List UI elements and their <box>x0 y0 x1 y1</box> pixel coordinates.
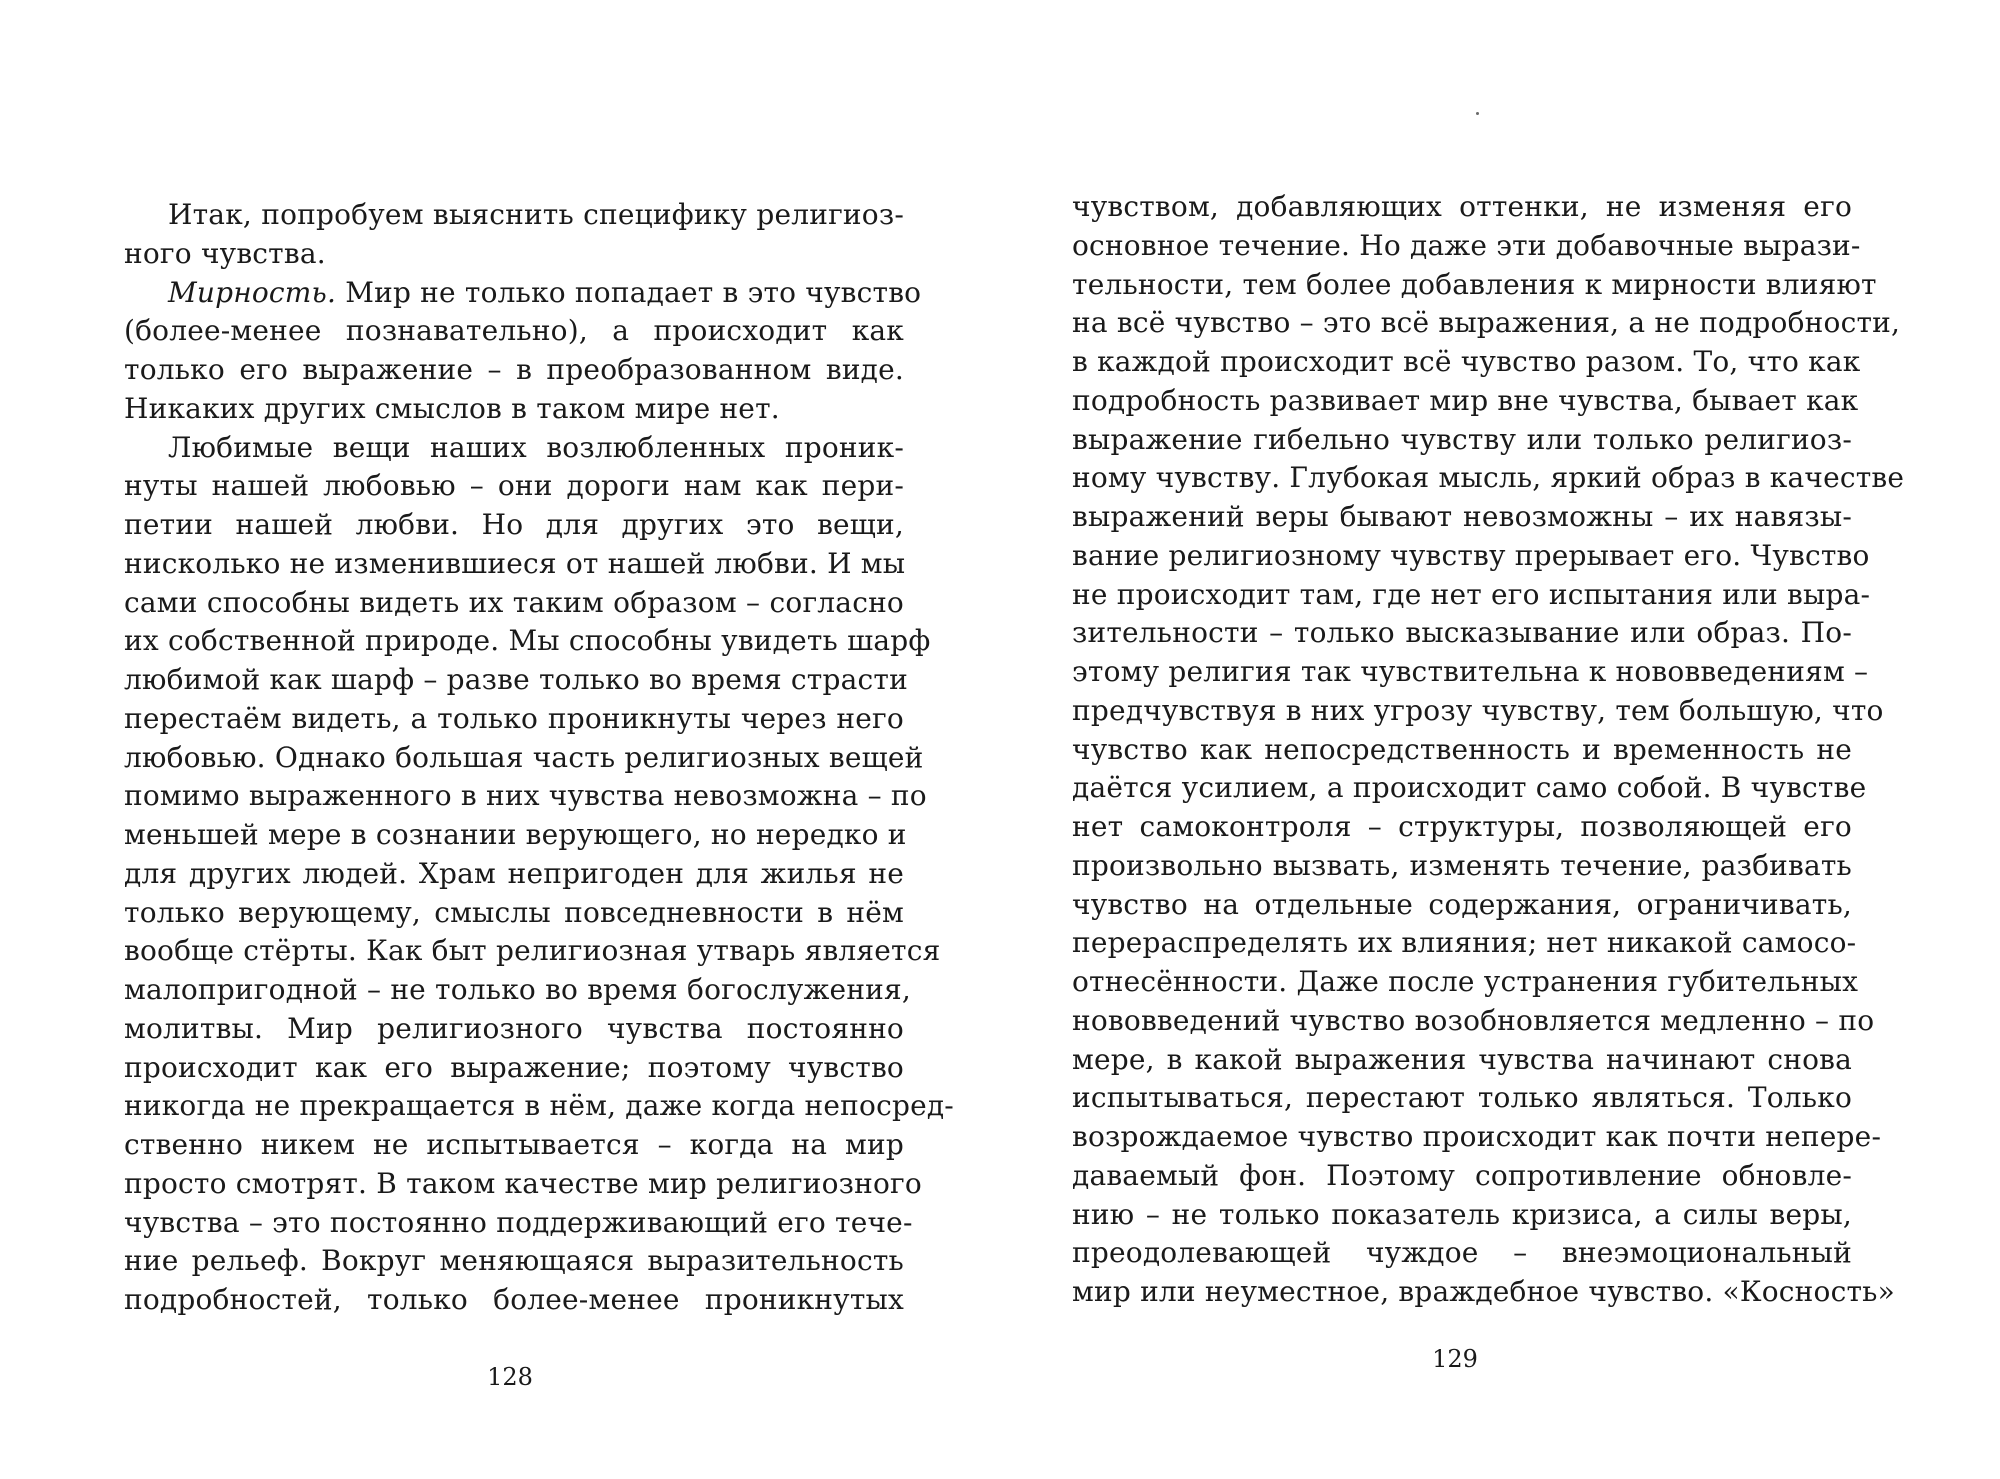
text-line: (более-менее познавательно), а происходит как <box>124 314 904 348</box>
text-line: произвольно вызвать, изменять течение, разбивать <box>1072 848 1852 882</box>
text-line: отнесённости. Даже после устранения губительных <box>1072 965 1859 998</box>
text-line: чувства – это постоянно поддерживающий его тече- <box>124 1205 913 1239</box>
italic-lead-word: Мирность. <box>168 275 337 309</box>
page-number: 128 <box>487 1363 533 1391</box>
text-line: помимо выраженного в них чувства невозможна – по <box>124 779 927 813</box>
text-line: никогда не прекращается в нём, даже когда непосред- <box>124 1089 954 1123</box>
text-line: только верующему, смыслы повседневности в нём <box>124 895 904 929</box>
text-line: любимой как шарф – разве только во время страсти <box>124 663 908 696</box>
text-line: даваемый фон. Поэтому сопротивление обновле- <box>1072 1158 1852 1192</box>
text-line: ному чувству. Глубокая мысль, яркий образ в качестве <box>1072 461 1905 495</box>
text-line: нуты нашей любовью – они дороги нам как пери- <box>124 469 904 503</box>
text-line: молитвы. Мир религиозного чувства постоянно <box>124 1011 904 1045</box>
right-page <box>1000 0 2000 1479</box>
text-line: выражений веры бывают невозможны – их навязы- <box>1072 500 1852 533</box>
text-line: нисколько не изменившиеся от нашей любви. И мы <box>124 546 906 580</box>
page-number: 129 <box>1432 1345 1478 1373</box>
text-line: перестаём видеть, а только проникнуты через него <box>124 701 904 735</box>
text-line: только его выражение – в преобразованном виде. <box>124 353 904 386</box>
text-line: чувство на отдельные содержания, ограничивать, <box>1072 887 1852 921</box>
text-line: подробностей, только более-менее проникнутых <box>124 1283 904 1316</box>
text-line: их собственной природе. Мы способны увидеть шарф <box>124 624 931 658</box>
text-line: преодолевающей чуждое – внеэмоциональный <box>1072 1236 1852 1270</box>
text-line: в каждой происходит всё чувство разом. То, что как <box>1072 345 1861 378</box>
text-line: для других людей. Храм непригоден для жилья не <box>124 856 904 890</box>
text-line: малопригодной – не только во время богослужения, <box>124 973 912 1006</box>
text-line: происходит как его выражение; поэтому чувство <box>124 1050 904 1084</box>
text-line: этому религия так чувствительна к нововведениям – <box>1072 655 1869 688</box>
text-line: любовью. Однако большая часть религиозных вещей <box>124 740 924 774</box>
right-text-block <box>1072 188 1905 1312</box>
text-line: нию – не только показатель кризиса, а силы веры, <box>1072 1197 1852 1231</box>
text-line: перераспределять их влияния; нет никакой самосо- <box>1072 926 1857 960</box>
text-line: на всё чувство – это всё выражения, а не подробности, <box>1072 306 1901 340</box>
text-line: просто смотрят. В таком качестве мир религиозного <box>124 1166 922 1200</box>
text-line: Никаких других смыслов в таком мире нет. <box>124 391 780 425</box>
text-line: ние рельеф. Вокруг меняющаяся выразительность <box>124 1244 904 1278</box>
text-line: не происходит там, где нет его испытания или выра- <box>1072 577 1871 611</box>
text-line: сами способны видеть их таким образом – согласно <box>124 585 904 619</box>
text-line: чувство как непосредственность и временность не <box>1072 732 1852 766</box>
text-line: ного чувства. <box>124 236 326 270</box>
text-line: мере, в какой выражения чувства начинают снова <box>1072 1042 1852 1076</box>
left-text-block <box>124 196 954 1320</box>
text-line: ственно никем не испытывается – когда на мир <box>124 1128 904 1161</box>
text-line: Любимые вещи наших возлюбленных проник- <box>168 430 904 464</box>
text-line: испытываться, перестают только являться. Только <box>1072 1081 1852 1115</box>
print-speck <box>1476 112 1479 115</box>
text-line: Итак, попробуем выяснить специфику религиоз- <box>168 198 904 231</box>
text-line: мир или неуместное, враждебное чувство. «Косность» <box>1072 1275 1895 1308</box>
text-line: предчувствуя в них угрозу чувству, тем большую, что <box>1072 693 1884 727</box>
text-line: даётся усилием, а происходит само собой. В чувстве <box>1072 771 1867 805</box>
text-line: вание религиозному чувству прерывает его. Чувство <box>1072 538 1870 572</box>
text-line: вообще стёрты. Как быт религиозная утварь является <box>124 934 941 968</box>
text-line: нововведений чувство возобновляется медленно – по <box>1072 1003 1875 1037</box>
text-line: чувством, добавляющих оттенки, не изменяя его <box>1072 190 1852 223</box>
text-line: возрождаемое чувство происходит как почти непере- <box>1072 1120 1882 1153</box>
text-line: тельности, тем более добавления к мирности влияют <box>1072 267 1877 301</box>
text-line: нет самоконтроля – структуры, позволяющей его <box>1072 810 1852 843</box>
text-line: меньшей мере в сознании верующего, но нередко и <box>124 818 907 851</box>
text-line: выражение гибельно чувству или только религиоз- <box>1072 422 1852 456</box>
text-line: основное течение. Но даже эти добавочные вырази- <box>1072 228 1861 262</box>
text-line-italic-lead: Мирность. Мир не только попадает в это чувство <box>168 275 922 309</box>
text-line: подробность развивает мир вне чувства, бывает как <box>1072 383 1859 417</box>
text-line: петии нашей любви. Но для других это вещи, <box>124 508 904 541</box>
text-line: зительности – только высказывание или образ. По- <box>1072 616 1852 650</box>
